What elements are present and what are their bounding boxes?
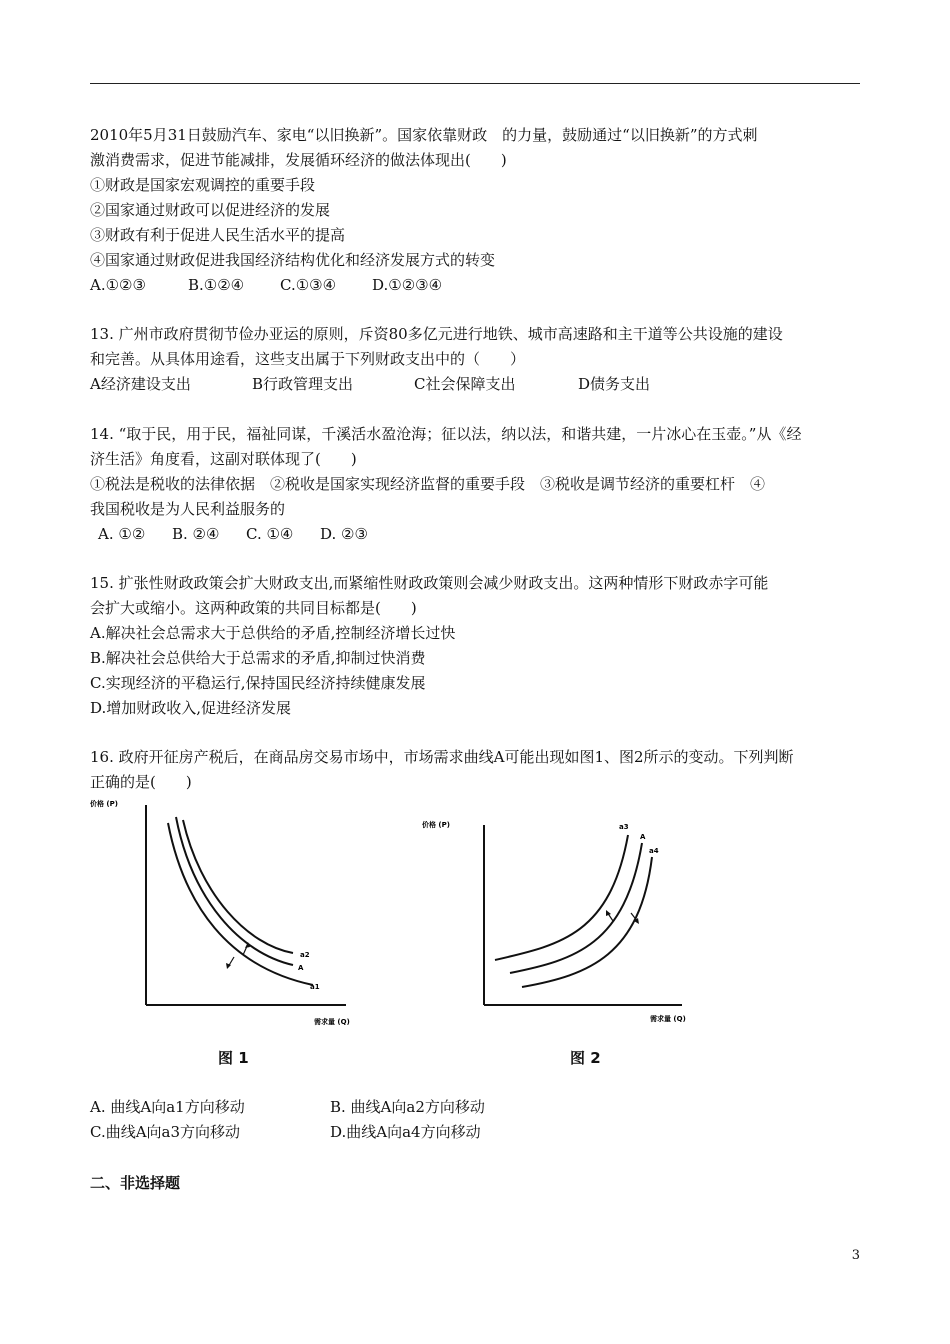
figure-1-graph [88, 795, 368, 1040]
question-13 [90, 322, 862, 397]
q16-option-a: A. 曲线A向a1方向移动 [90, 1098, 245, 1116]
fig2-xlabel: 需求量 (Q) [650, 1015, 686, 1023]
q16-option-c: C.曲线A向a3方向移动 [90, 1123, 241, 1141]
q13-stem-line-1: 13. 广州市政府贯彻节俭办亚运的原则，斥资80多亿元进行地铁、城市高速路和主干道等公共设施的建设 [90, 325, 783, 343]
fig1-ylabel: 价格 (P) [90, 800, 118, 808]
q15-stem-line-2: 会扩大或缩小。这两种政策的共同目标都是( ) [90, 599, 417, 617]
page-number: 3 [851, 1248, 860, 1263]
q14-option-a: A. ①② [98, 525, 146, 543]
q16-option-b: B. 曲线A向a2方向移动 [330, 1098, 485, 1116]
fig1-label-a: A [298, 964, 304, 972]
fig1-curve-a1 [168, 823, 313, 985]
q14-items-line-2: 我国税收是为人民利益服务的 [90, 500, 286, 518]
q13-options [90, 372, 862, 397]
q12-stem-line-2: 激消费需求，促进节能减排，发展循环经济的做法体现出( ) [90, 151, 507, 169]
q13-option-d: D债务支出 [578, 375, 651, 393]
q15-option-b: B.解决社会总供给大于总需求的矛盾,抑制过快消费 [90, 649, 426, 667]
q13-option-a: A经济建设支出 [90, 375, 191, 393]
fig2-label-a4: a4 [649, 847, 659, 855]
q14-options [90, 522, 862, 547]
q15-stem-line-1: 15. 扩张性财政政策会扩大财政支出,而紧缩性财政政策则会减少财政支出。这两种情形下财政赤字可能 [90, 574, 769, 592]
q15-option-d: D.增加财政收入,促进经济发展 [90, 699, 292, 717]
q13-stem-line-2: 和完善。从具体用途看，这些支出属于下列财政支出中的（ ） [90, 350, 526, 368]
q15-option-a: A.解决社会总需求大于总供给的矛盾,控制经济增长过快 [90, 624, 456, 642]
header-rule [90, 83, 860, 84]
figure-2-graph [420, 815, 710, 1040]
fig2-ylabel: 价格 (P) [422, 821, 450, 829]
fig2-label-a3: a3 [619, 823, 629, 831]
question-12 [90, 123, 862, 298]
q14-items-line-1: ①税法是税收的法律依据 ②税收是国家实现经济监督的重要手段 ③税收是调节经济的重要杠杆 ④ [90, 475, 766, 493]
q15-option-c: C.实现经济的平稳运行,保持国民经济持续健康发展 [90, 674, 426, 692]
q14-option-b: B. ②④ [172, 525, 220, 543]
section-heading: 二、非选择题 [90, 1174, 181, 1192]
fig1-label-a2: a2 [300, 951, 310, 959]
fig1-label-a1: a1 [310, 983, 320, 991]
fig2-curve-a3 [495, 835, 628, 960]
q16-stem-line-2: 正确的是( ) [90, 773, 192, 791]
q12-item-1: ①财政是国家宏观调控的重要手段 [90, 176, 316, 194]
q12-item-3: ③财政有利于促进人民生活水平的提高 [90, 226, 346, 244]
fig1-curve-a [176, 817, 293, 965]
q13-option-b: B行政管理支出 [252, 375, 354, 393]
figure-2-title: 图 2 [570, 1049, 601, 1067]
q12-option-a: A.①②③ [90, 276, 146, 294]
fig2-label-a: A [640, 833, 646, 841]
q14-option-c: C. ①④ [246, 525, 294, 543]
question-15 [90, 571, 862, 721]
q16-option-d: D.曲线A向a4方向移动 [330, 1123, 481, 1141]
q12-option-b: B.①②④ [188, 276, 245, 294]
q14-stem-line-1: 14. “取于民，用于民，福祉同谋，千溪活水盈沧海；征以法，纳以法，和谐共建，一片冰心在玉壶。”从《经 [90, 425, 802, 443]
q12-stem-line-1: 2010年5月31日鼓励汽车、家电“以旧换新”。国家依靠财政 的力量，鼓励通过“以旧换新”的方式刺 [90, 126, 758, 144]
q12-option-c: C.①③④ [280, 276, 337, 294]
q12-options [90, 273, 862, 298]
fig1-xlabel: 需求量 (Q) [314, 1018, 350, 1026]
question-16 [90, 745, 862, 795]
q12-option-d: D.①②③④ [372, 276, 443, 294]
q14-option-d: D. ②③ [320, 525, 368, 543]
question-14 [90, 422, 862, 547]
figure-1-title: 图 1 [218, 1049, 249, 1067]
q16-stem-line-1: 16. 政府开征房产税后，在商品房交易市场中，市场需求曲线A可能出现如图1、图2所示的变动。下列判断 [90, 748, 794, 766]
q12-item-2: ②国家通过财政可以促进经济的发展 [90, 201, 331, 219]
q12-item-4: ④国家通过财政促进我国经济结构优化和经济发展方式的转变 [90, 251, 496, 269]
q13-option-c: C社会保障支出 [414, 375, 516, 393]
q14-stem-line-2: 济生活》角度看，这副对联体现了( ) [90, 450, 357, 468]
